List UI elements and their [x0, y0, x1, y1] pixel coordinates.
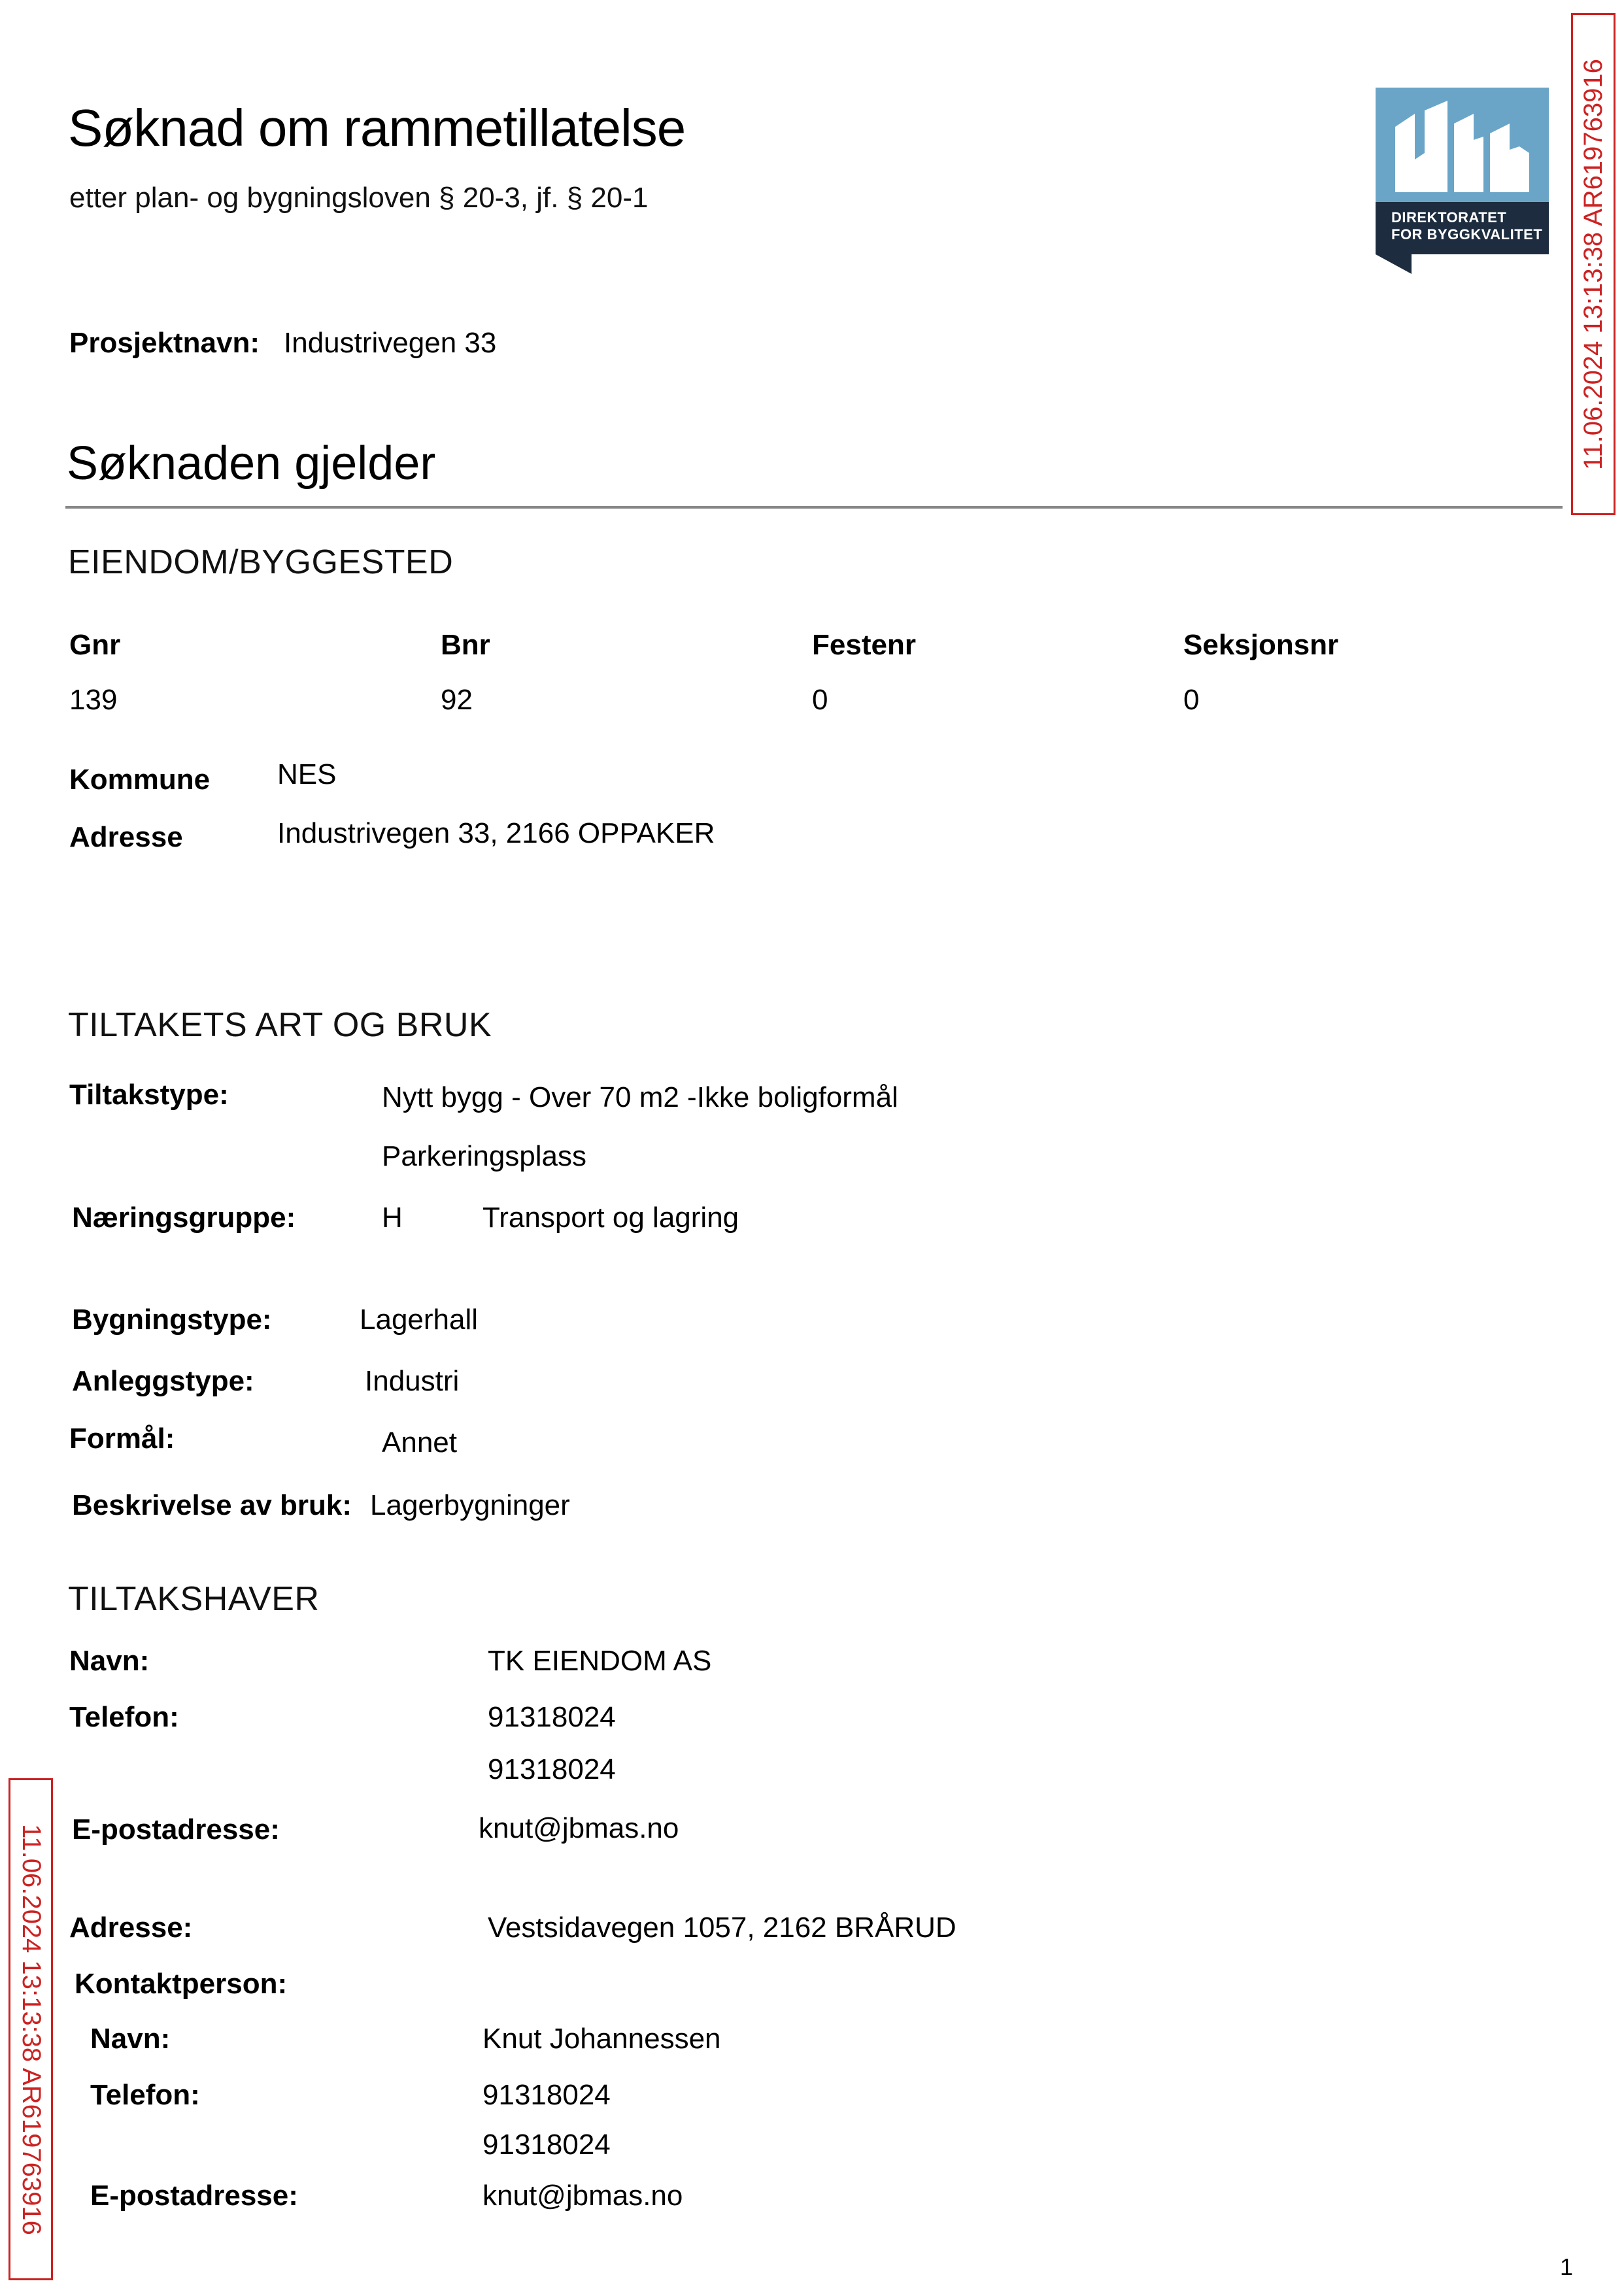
- receipt-stamp-top: [1571, 13, 1616, 515]
- section-divider: [65, 506, 1563, 509]
- receipt-stamp-bottom: [8, 1778, 53, 2280]
- bygningstype-label: Bygningstype:: [72, 1304, 272, 1336]
- col-festenr-label: Festenr: [812, 629, 916, 661]
- seksjonsnr-value: 0: [1183, 684, 1200, 716]
- tiltakshaver-adresse-value: Vestsidavegen 1057, 2162 BRÅRUD: [488, 1912, 956, 1944]
- kontakt-telefon-label: Telefon:: [90, 2079, 200, 2111]
- tiltak-heading: TILTAKETS ART OG BRUK: [68, 1006, 492, 1044]
- tiltakshaver-epost-label: E-postadresse:: [72, 1813, 280, 1846]
- tiltakshaver-heading: TILTAKSHAVER: [68, 1580, 320, 1618]
- col-seksjonsnr-label: Seksjonsnr: [1183, 629, 1339, 661]
- kontakt-telefon-2: 91318024: [482, 2129, 611, 2161]
- formal-label: Formål:: [69, 1423, 175, 1455]
- gnr-value: 139: [69, 684, 118, 716]
- section-title: Søknaden gjelder: [67, 437, 436, 490]
- page-number: 1: [1560, 2253, 1574, 2280]
- tiltakshaver-telefon-label: Telefon:: [69, 1701, 179, 1733]
- tiltakshaver-navn-value: TK EIENDOM AS: [488, 1645, 712, 1677]
- col-gnr-label: Gnr: [69, 629, 121, 661]
- adresse-value: Industrivegen 33, 2166 OPPAKER: [277, 817, 715, 849]
- receipt-stamp-text-bottom: 11.06.2024 13:13:38 AR619763916: [16, 1823, 46, 2235]
- tiltakshaver-telefon-1: 91318024: [488, 1701, 616, 1733]
- tiltakshaver-navn-label: Navn:: [69, 1645, 150, 1677]
- bygningstype-value: Lagerhall: [360, 1304, 479, 1336]
- anleggstype-label: Anleggstype:: [72, 1365, 254, 1397]
- beskrivelse-label: Beskrivelse av bruk:: [72, 1489, 352, 1521]
- naeringsgruppe-value: Transport og lagring: [482, 1202, 739, 1234]
- receipt-stamp-text-top: 11.06.2024 13:13:38 AR619763916: [1578, 58, 1608, 470]
- kommune-value: NES: [277, 758, 337, 790]
- project-label: Prosjektnavn:: [69, 327, 260, 359]
- tiltakshaver-epost-value: knut@jbmas.no: [479, 1812, 679, 1844]
- naeringsgruppe-label: Næringsgruppe:: [72, 1202, 296, 1234]
- adresse-label: Adresse: [69, 821, 183, 853]
- festenr-value: 0: [812, 684, 828, 716]
- beskrivelse-value: Lagerbygninger: [370, 1489, 570, 1521]
- anleggstype-value: Industri: [365, 1365, 460, 1397]
- logo-line-1: DIREKTORATET: [1391, 209, 1507, 226]
- logo-text: [1391, 209, 1542, 243]
- page-subtitle: etter plan- og bygningsloven § 20-3, jf. § 20-1: [69, 182, 649, 214]
- project-value: Industrivegen 33: [284, 327, 497, 359]
- tiltakshaver-telefon-2: 91318024: [488, 1753, 616, 1785]
- kommune-label: Kommune: [69, 764, 211, 796]
- tiltakstype-value-1: Nytt bygg - Over 70 m2 -Ikke boligformål: [382, 1081, 898, 1113]
- bnr-value: 92: [441, 684, 473, 716]
- tiltakstype-label: Tiltakstype:: [69, 1079, 229, 1111]
- property-heading: EIENDOM/BYGGESTED: [68, 543, 454, 581]
- naeringsgruppe-code: H: [382, 1202, 403, 1234]
- kontakt-navn-label: Navn:: [90, 2023, 171, 2055]
- tiltakstype-value-2: Parkeringsplass: [382, 1140, 587, 1172]
- kontakt-navn-value: Knut Johannessen: [482, 2023, 721, 2055]
- logo-line-2: FOR BYGGKVALITET: [1391, 226, 1543, 243]
- page-title: Søknad om rammetillatelse: [68, 99, 686, 157]
- tiltakshaver-adresse-label: Adresse:: [69, 1912, 193, 1944]
- kontaktperson-label: Kontaktperson:: [75, 1968, 288, 2000]
- dibk-logo: [1376, 88, 1549, 274]
- col-bnr-label: Bnr: [441, 629, 490, 661]
- kontakt-telefon-1: 91318024: [482, 2079, 611, 2111]
- formal-value: Annet: [382, 1426, 457, 1459]
- kontakt-epost-label: E-postadresse:: [90, 2180, 298, 2212]
- kontakt-epost-value: knut@jbmas.no: [482, 2180, 683, 2212]
